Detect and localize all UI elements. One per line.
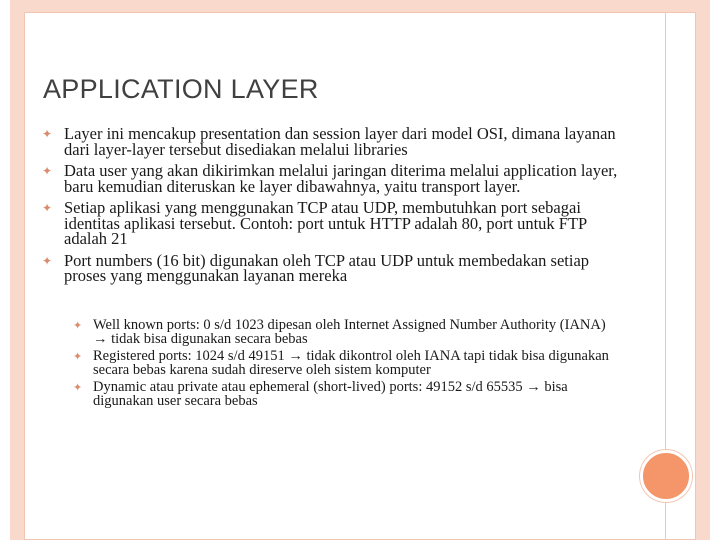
list-item (42, 126, 622, 157)
frame-right-band (696, 0, 710, 540)
frame-left-band (10, 0, 24, 540)
sub-bullet-text: Dynamic atau private atau ephemeral (short-lived) ports: 49152 s/d 65535 → bisa digunakan user secara bebas (93, 379, 568, 409)
bullet-icon: ✦ (42, 164, 53, 178)
slide-title: APPLICATION LAYER (43, 74, 319, 104)
sub-bullet-text: Well known ports: 0 s/d 1023 dipesan oleh Internet Assigned Number Authority (IANA) → tidak bisa digunakan secara bebas (93, 317, 606, 347)
bullet-text: Setiap aplikasi yang menggunakan TCP atau UDP, membutuhkan port sebagai identitas aplikasi tersebut. Contoh: port untuk HTTP adalah 80, port untuk FTP adalah 21 (64, 198, 587, 248)
bullet-text: Layer ini mencakup presentation dan session layer dari model OSI, dimana layanan dari layer-layer tersebut disediakan melalui libraries (64, 124, 616, 159)
list-item (73, 350, 613, 377)
bullet-text: Data user yang akan dikirimkan melalui jaringan diterima melalui application layer, baru kemudian diteruskan ke layer dibawahnya, yaitu transport layer. (64, 161, 618, 196)
list-item (73, 381, 613, 408)
list-item (42, 250, 622, 285)
sub-bullet-list (73, 319, 613, 413)
bullet-icon: ✦ (42, 201, 53, 215)
sub-bullet-text: Registered ports: 1024 s/d 49151 → tidak dikontrol oleh IANA tapi tidak bisa digunakan secara bebas karena sudah direserve oleh sistem komputer (93, 348, 609, 378)
sub-bullet-icon: ✦ (73, 351, 83, 364)
sub-bullet-icon: ✦ (73, 382, 83, 395)
frame-top-band (10, 0, 710, 12)
sub-bullet-icon: ✦ (73, 320, 83, 332)
bullet-icon: ✦ (42, 253, 53, 268)
list-item (42, 163, 622, 194)
list-item (42, 200, 622, 247)
main-bullet-list (42, 126, 622, 290)
bullet-icon: ✦ (42, 127, 53, 141)
bullet-text: Port numbers (16 bit) digunakan oleh TCP atau UDP untuk membedakan setiap proses yang menggunakan layanan mereka (64, 250, 590, 285)
accent-circle-icon (640, 450, 692, 502)
list-item (73, 319, 613, 346)
